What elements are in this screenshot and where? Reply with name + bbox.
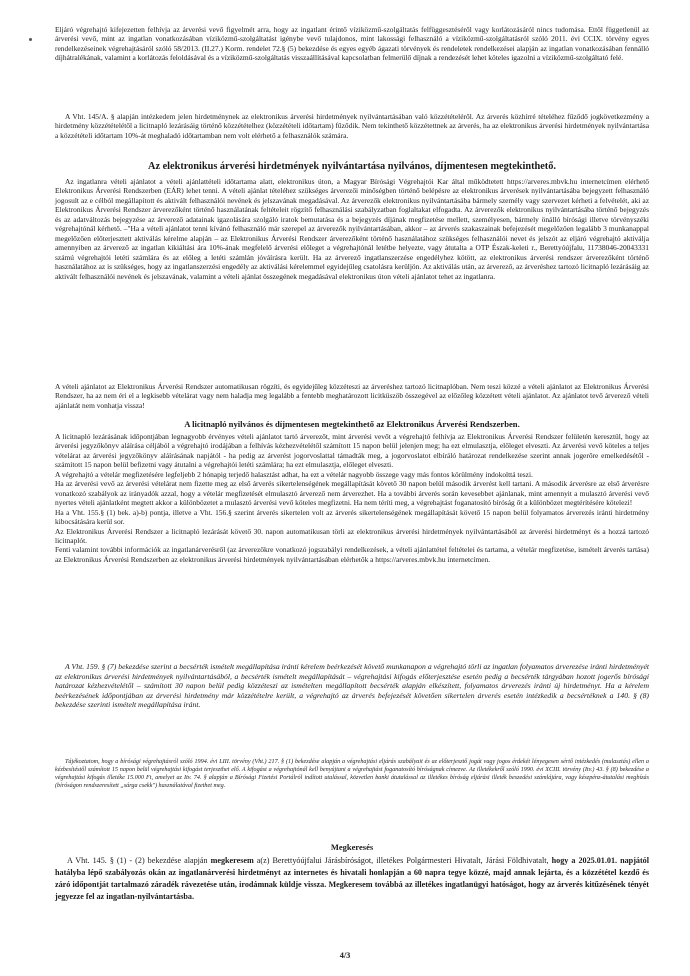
paragraph-publication: A Vht. 145/A. § alapján intézkedem jelen hirdetménynek az elektronikus árverési hirdetmények nyilvántartásában való közzétételéről. Az árverés közhírré tételéhez fűződő jogkövetkezmény a hirdetmény közzétételétől a licitnapló lezárásáig történő közzétételhez (közzétételi időtartam) fűződik. Nem tekinthető közzétettnek az árverés, ha az elektronikus árverési hirdetmények nyilvántartása a közzétételi időtartam 10%-át meghaladó időtartamban nem volt elérhető a felhasználók számára.	[55, 112, 649, 140]
paragraph-second-auction: Ha az árverési vevő az árverési vételárat nem fizette meg az első árverés sikertelenségének megállapítását követő 30 napon belül második árverést kell tartani. A második árverésre az első árverésre vonatkozó szabályok az irányadók azzal, hogy a vételár megfizetését elmulasztó árverező nem árverezhet. Ha a további árverés során kevesebbet ajánlanak, mint amennyit a mulasztó árverési vevő nyertes vételi ajánlatként megtett akkor a különbözetet a mulasztó árverési vevő köteles megfizetni. Ha nem téríti meg, a végrehajtást foganatosító bíróság őt a különbözet megtérítésére kötelezi!	[55, 479, 649, 508]
paragraph-water-utility: Eljáró végrehajtó kifejezetten felhívja az árverési vevő figyelmét arra, hogy az ingatlant érintő víziközmű-szolgáltatás felfüggesztéséről vagy korlátozásáról nincs tudomása. Ettől függetlenül az árverési vevő, mint az ingatlan vonatkozásában víziközmű-szolgáltatást igénybe vevő tulajdonos, mint lakossági felhasználó a víziközmű-szolgáltatásról szóló 2011. évi CCIX. törvény egyes rendelkezéseinek végrehajtásáról szóló 58/2013. (II.27.) Korm. rendelet 72.§ (5) bekezdése és egyes egyéb ágazati törvények és rendeletek rendelkezései alapján az ingatlan vonatkozásában fennálló díjhátralékának, valamint a korlátozás feloldásával és a víziközmű-szolgáltatás visszaállításával kapcsolatban felmerülő díjnak a rendezését lehet köteles igazolni a víziközmű-szolgáltató felé.	[55, 25, 649, 63]
paragraph-more-info: Fenti valamint további információk az ingatlanárverésről (az árverezőkre vonatkozó jogszabályi rendelkezések, a vételi ajánlattétel feltételei és tartama, a vételár megfizetése, ismételt árverés tartása) az Elektronikus Árverési Rendszerben az elektronikus árverési hirdetmények nyilvántartásában elérhetők a https://arveres.mbvk.hu internetcímen.	[55, 545, 649, 564]
request-title: Megkeresés	[330, 842, 374, 852]
paragraph-winning-bidder: A licitnapló lezárásának időpontjában legnagyobb érvényes vételi ajánlatot tartó árverezőt, mint árverési vevőt a végrehajtó felhívja az Elektronikus Árverési Rendszer felületén keresztül, hogy az árverési jegyzőkönyv aláírása céljából a végrehajtó irodájában a felhívás kézhezvételétől számított 15 napon belül jelenjen meg; ha ezt elmulasztja, előleget elveszti. Az árverési vevő köteles a teljes vételárat az árverési jegyzőkönyv aláírásának napjától - ha pedig az árverést jogorvoslattal támadták meg, a jogorvoslatot elbíráló határozat rendelkezése szerint annak jogerőre emelkedésétől - számított 15 napon belül befizetni vagy átutalni a végrehajtói letéti számlára; ha ezt elmulasztja, előleget elveszti.	[55, 432, 649, 470]
heading-registry-public: Az elektronikus árverési hirdetmények nyilvántartása nyilvános, díjmentesen megtekinthető.	[148, 161, 556, 172]
paragraph-bidding-portal: Az ingatlanra vételi ajánlatot a vételi ajánlattételi időtartama alatt, elektronikus úton, a Magyar Bírósági Végrehajtói Kar által működtetett https://arveres.mbvk.hu internetcímen elérhető Elektronikus Árverési Rendszerben (EÁR) lehet tenni. A vételi ajánlat tételéhez szükséges árverezői minőségben történő belépésre az elektronikus árverések nyilvántartásába bejegyzett felhasználó jogosult az e célból megállapított és aktivált felhasználói nevének és jelszavának megadásával. Az árverezők elektronikus nyilvántartásába bármely személy vagy szervezet kérheti a felvételét, aki az Elektronikus Árverési Rendszer árverezőként történő használatának feltételeit rögzítő felhasználási szabályzatban foglaltakat elfogadta. Az árverezők elektronikus nyilvántartásába történő bejegyzés és az adatváltozás bejegyzése az árverező adatainak igazolására szolgáló iratok bemutatása és a bejegyzés díjának megfizetése mellett, személyesen, bármely önálló bírósági illetve törvényszéki végrehajtónál kérhető. –"Ha a vételi ajánlatot tenni kívánó felhasználó már szerepel az árverezők nyilvántartásában, akkor – az árverés szakaszainak befejezését megelőzően legalább 3 munkanappal megelőzően előterjesztett aktiválás kérelme alapján – az Elektronikus Árverési Rendszer árverezőként történő használatához szükséges felhasználói nevet és jelszót az eljáró végrehajtó aktiválja amennyiben az árverező az ingatlan kikiáltási ára 10%-ának megfelelő árverési előleget a végrehajtónál letétbe helyezte, vagy átutalta a OTP Észak-keleti r., Berettyóújfalu, 11738046-20043331 számú végrehajtói letéti számlára és az előleg a letéti számlán jóváírásra került. Ha az árverező ingatlanszerzése engedélyhez kötött, az elektronikus árverési rendszer árverezőként történő használatához az is szükséges, hogy az ingatlanszerzési engedély az aktiválási kérelemmel egyidejűleg csatolásra kerüljön. Az aktiválás után, az árverező, az árveréshez tartozó licitnapló lezárásáig az aktivált felhasználói nevének és jelszavának, valamint a vételi ajánlat összegének megadásával elektronikus úton vételi ajánlatot tehet az ingatlanra.	[55, 177, 649, 281]
page-number: 4/3	[339, 951, 351, 960]
paragraph-objection-notice: Tájékoztatom, hogy a bírósági végrehajtásról szóló 1994. évi LIII. törvény (Vht.) 217. § (1) bekezdése alapján a végrehajtási eljárás szabályait és az előterjesztő jogát vagy jogos érdekét lényegesen sértő intézkedés (mulasztás) ellen a kézbesítéstől számított 15 napon belül végrehajtási kifogást terjeszthet elő. A kifogást a végrehajtónál kell benyújtani a végrehajtást foganatosító bíróságnak címezve. Az illetékekről szóló 1990. évi XCIII. törvény (Itv.) 43. § (8) bekezdése a végrehajtási kifogás illetéke 15.000 Ft, amelyet az Itv. 74. § alapján a Bírósági Fizetési Portálról indított utalással, közvetlen banki átutalással az illetékes bíróság eljárási illeték beszedési számlájára, vagy készpénz-átutalási megbízás (bíróságon rendszeresített „sárga csekk") használatával fizethet meg.	[55, 759, 649, 790]
heading-licit-log-public: A licitnapló nyilvános és díjmentesen megtekinthető az Elektronikus Árverési Rendszerben.	[184, 419, 520, 429]
request-lead: A Vht. 145. § (1) - (2) bekezdése alapján	[67, 856, 211, 865]
paragraph-continuous-auction: Ha a Vht. 155.§ (1) bek. a)-b) pontja, illetve a Vht. 156.§ szerint árverés sikertelen volt az árverés sikertelenségének megállapítását követő 15 napon belül folyamatos árverezés iránti hirdetmény kibocsátására kerül sor.	[55, 507, 649, 527]
request-body: hogy a 2025.01.01. napjától hatályba lépő szabályozás okán az ingatlanárverési hirdetményt az internetes és hivatali honlapján a 60 napra tegye közzé, majd annak lejárta, és a közzététel kezdő és záró időpontját tartalmazó záradék rávezetése után, irodámnak küldje vissza. Megkeresem továbbá az illetékes ingatlanügyi hatóságot, hogy az árverés kitűzésének tényét jegyezze fel az ingatlan-nyilvántartásba.	[55, 856, 649, 902]
paragraph-bid-recording: A vételi ajánlatot az Elektronikus Árverési Rendszer automatikusan rögzíti, és egyidejűleg közzéteszi az árveréshez tartozó licitnaplóban. Nem teszi közzé a vételi ajánlatot az Elektronikus Árverési Rendszer, ha az nem éri el a legkisebb vételárat vagy nem haladja meg legalább a fentebb meghatározott licitküszöb összegével az előzőleg közzétett vételi ajánlatot. Az ajánlatot tevő árverező vételi ajánlatát nem vonhatja vissza!	[55, 382, 649, 410]
paragraph-valuation-notice: A Vht. 159. § (7) bekezdése szerint a becsérték ismételt megállapítása iránti kérelem beérkezését követő munkanapon a végrehajtó törli az ingatlan folyamatos árverezése iránti hirdetményét az elektronikus árverési hirdetmények nyilvántartásából, a becsérték ismételt megállapítását – végrehajtási kifogás előterjesztése esetén pedig a becsérték tárgyában hozott jogerős bírósági határozat kézhezvételétől – számított 30 napon belül pedig közzéteszi az ismételten megállapított becsérték alapján elkészített, folyamatos árverezés iránti új hirdetményt. Ha a kérelem beérkezésének időpontjában az árverési hirdetmény már közzétételre került, a végrehajtó az árverés befejezését követően sikertelen árverés esetén intézkedik a becsértéknek a 140. § (8) bekezdése szerinti ismételt megállapítása iránt.	[55, 662, 649, 710]
licit-rules	[55, 432, 649, 564]
paragraph-auto-delete: Az Elektronikus Árverési Rendszer a licitnapló lezárását követő 30. napon automatikusan törli az elektronikus árverési hirdetmények nyilvántartásából az árverési hirdetményt és a hozzá tartozó licitnaplót.	[55, 526, 649, 545]
request-addressees: a(z) Berettyóújfalui Járásbíróságot, illetékes Polgármesteri Hivatalt, Járási Földhivatalt,	[253, 856, 552, 865]
scan-dot	[29, 38, 32, 41]
request-verb: megkeresem	[210, 856, 254, 865]
request-paragraph	[55, 855, 649, 903]
paragraph-payment-deferral: A végrehajtó a vételár megfizetésére legfeljebb 2 hónapig terjedő halasztást adhat, ha ezt a vételár nagyobb összege vagy más fontos körülmény indokolttá teszi.	[55, 469, 533, 479]
